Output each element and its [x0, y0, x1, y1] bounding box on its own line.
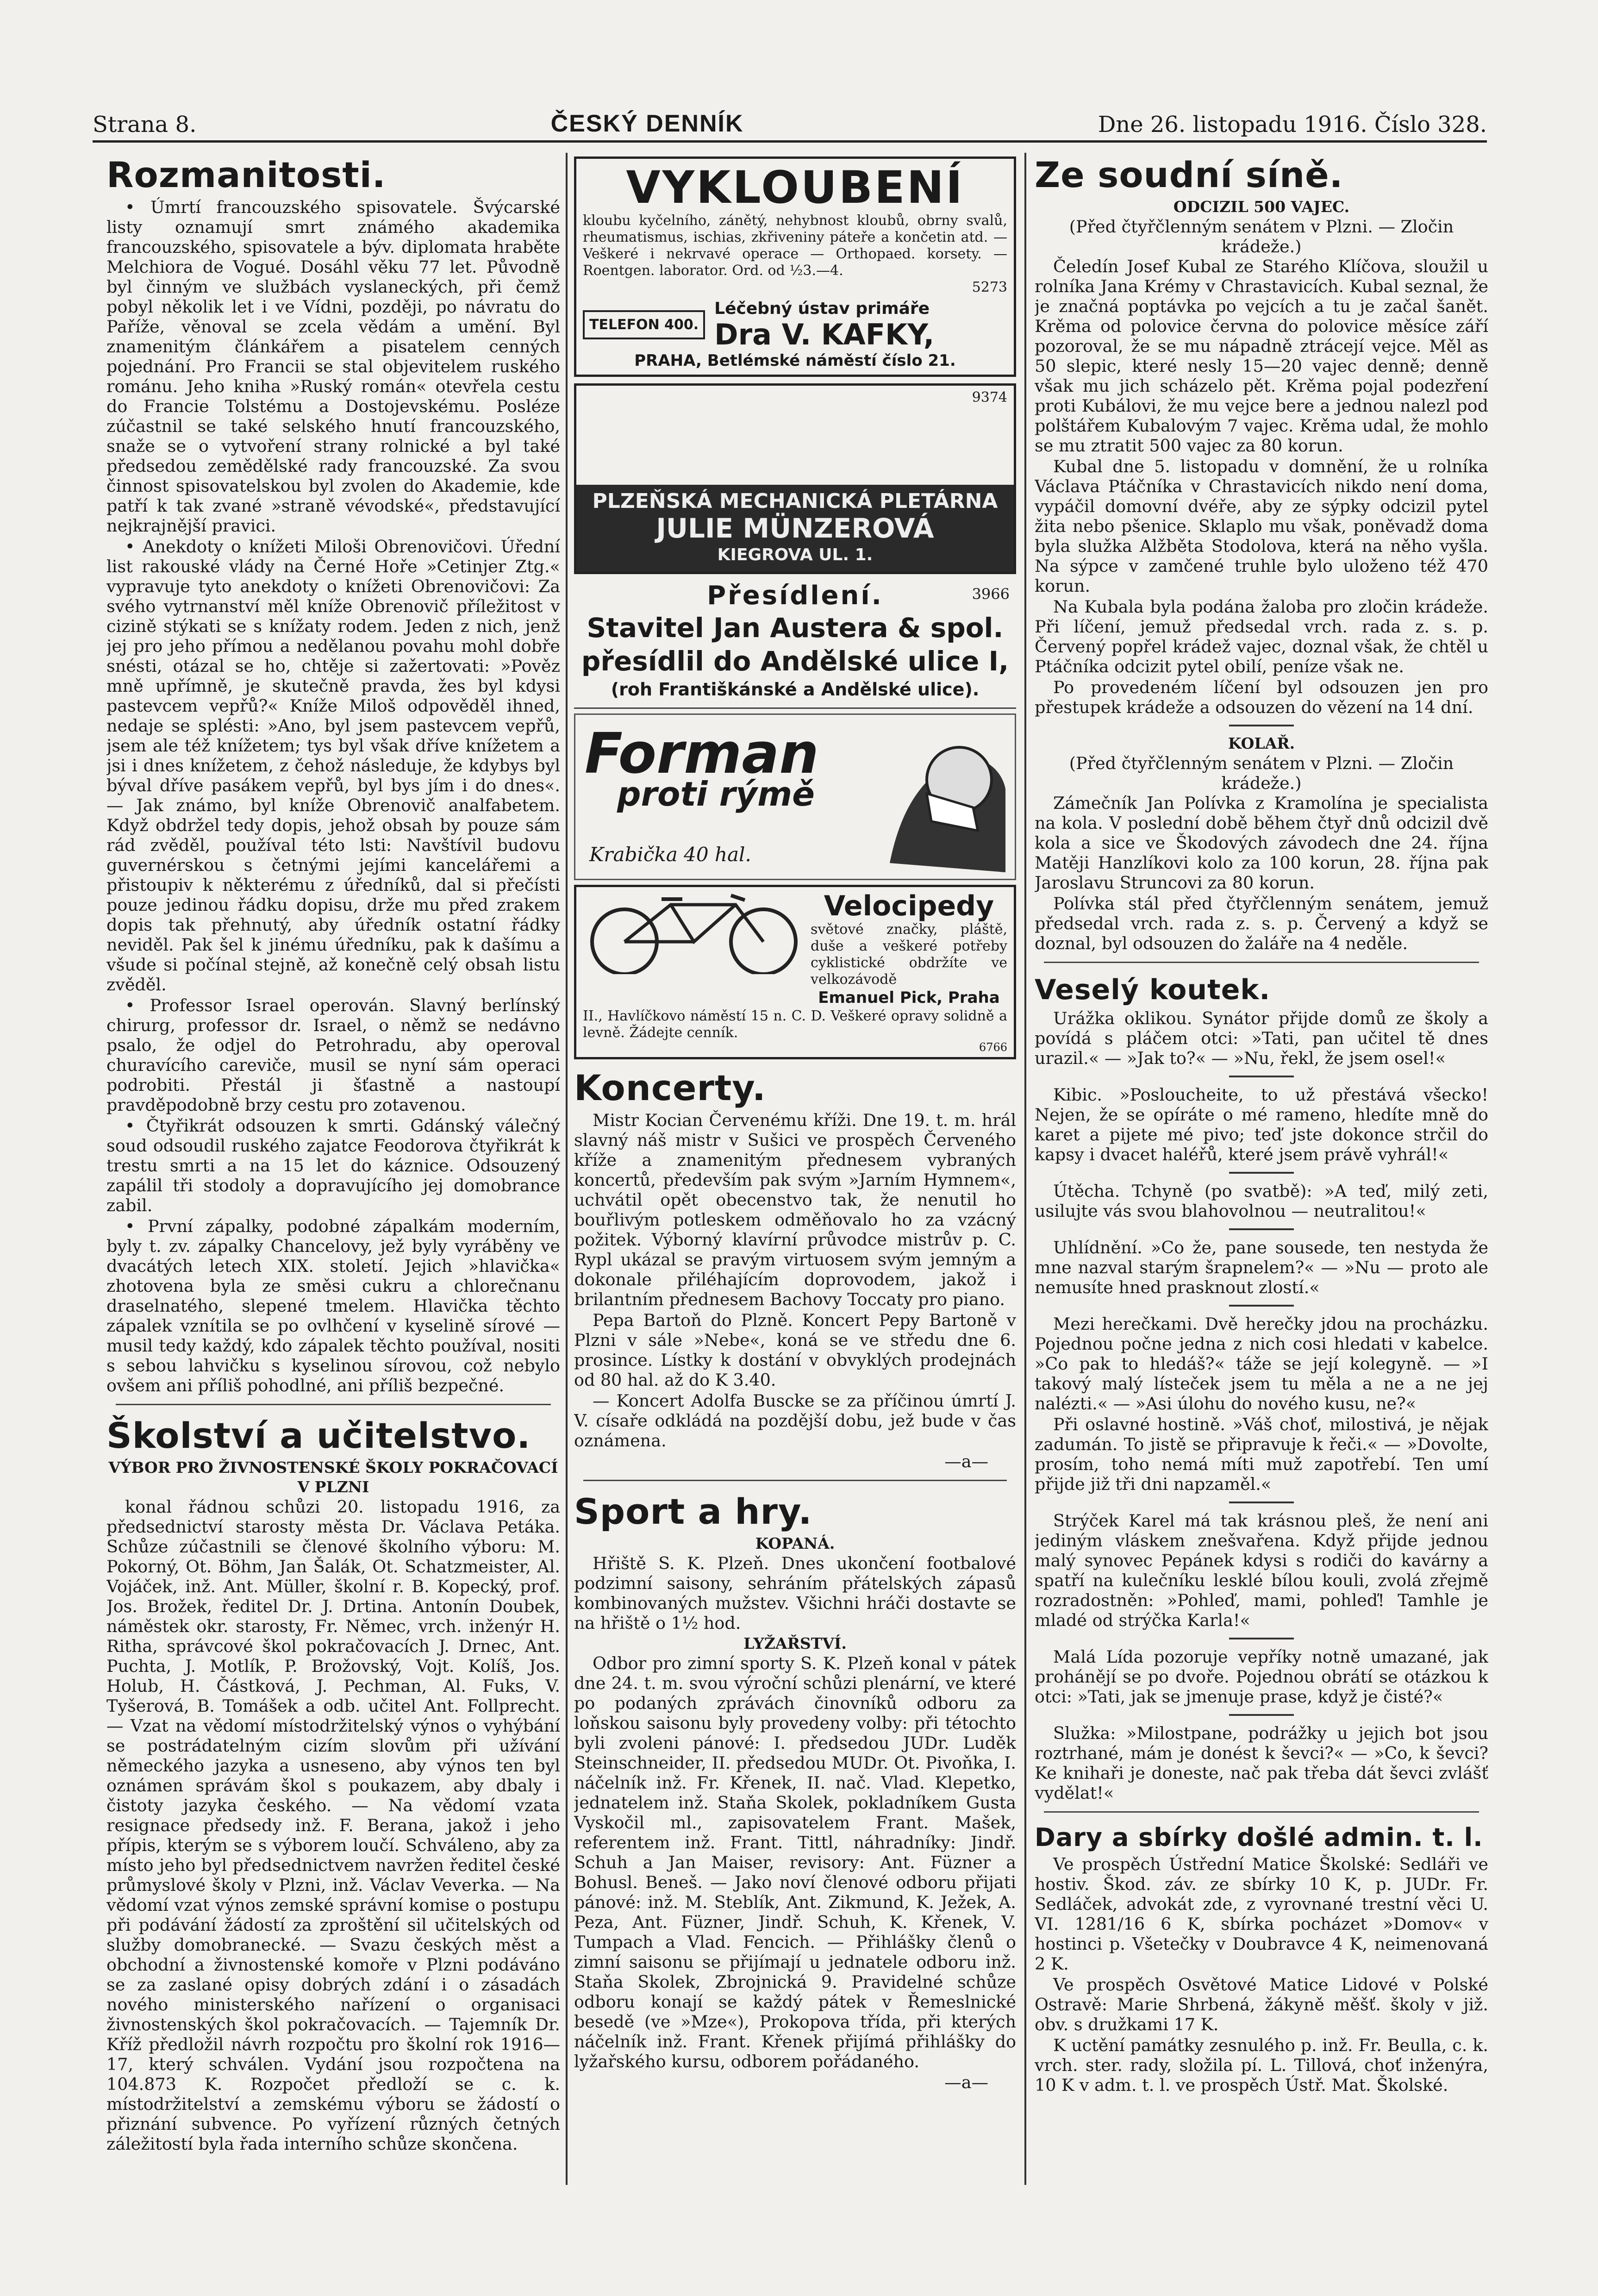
joke-paragraph: Útěcha. Tchyně (po svatbě): »A teď, milý zeti, usilujte vás svou blahovolnou — neutralitou!«	[1035, 1181, 1488, 1221]
advertisement-kafka	[574, 156, 1016, 377]
article-signature: —a—	[944, 1451, 988, 1471]
ad-tagline: proti rýmě	[617, 775, 815, 813]
advertisement-velocipedy	[574, 885, 1016, 1059]
advertisement-presidleni	[574, 581, 1016, 701]
section-divider	[1044, 962, 1479, 963]
article-paragraph: • Anekdoty o knížeti Miloši Obrenovičovi. Úřední list rakouské vlády na Černé Hoře »Cetinjer Ztg.« vypravuje tyto anekdoty o knížeti Obrenovičovi: Za svého vytrnanství měl kníže Obrenovič příležitost v cizině stýkati se s knížaty rodem. Jeden z nich, jenž jej pro jeho přímou a nedělanou povahu mohl dobře snésti, otázal se ho, chtěje si zažertovati: »Pověz mně upřímně, je skutečně pravda, žes byl kdysi pastevcem vepřů?« Kníže Miloš odpověděl ihned, nedaje se splésti: »Ano, byl jsem pastevcem vepřů, jsem ale též knížetem; tys byl však dříve knížetem a jsi i dnes knížetem, z čehož následuje, že kdybys byl býval dříve pasákem vepřů, byl bys jím i do dnes«. — Jak známo, byl kníže Obrenovič analfabetem. Když obdržel tedy dopis, jehož obsah by pouze sám rád zvěděl, používal této lsti: Navštívil budovu guvernérskou s četnými jejími kancelářemi a přistoupiv k některému z úředníků, dal si přečísti pouze jedinou řádku dopisu, drže mu před zrakem dopis tak přehnutý, aby úředník ostatní řádky neviděl. Pak šel k jinému úředníku, pak k dašímu a všude si počínal stejně, až konečně celý obsah listu zvěděl.	[106, 537, 560, 995]
ad-phone: TELEFON 400.	[583, 310, 705, 339]
ad-institute: Léčebný ústav primáře	[714, 299, 930, 318]
joke-paragraph: Kibic. »Posloucheite, to už přestává všecko! Nejen, že se opíráte o mé rameno, hledíte mně do karet a pijete mé pivo; teď jste dokonce strčil do kapsy i dvacet haléřů, které jsem právě vyhrál!«	[1035, 1085, 1488, 1164]
article-paragraph: Po provedeném líčení byl odsouzen jen pro přestupek krádeže a odsouzen do vězení na 14 dní.	[1035, 677, 1488, 717]
article-subheading: LYŽAŘSTVÍ.	[743, 1634, 847, 1652]
section-divider	[1229, 1076, 1294, 1077]
article-subheading: ODCIZIL 500 VAJEC.	[1173, 198, 1350, 216]
column-right	[1035, 153, 1488, 2185]
masthead-title: ČESKÝ DENNÍK	[550, 110, 744, 137]
article-paragraph: Mistr Kocian Červenému kříži. Dne 19. t. m. hrál slavný náš mistr v Sušici ve prospěch Červeného kříže a znamenitým přednesem vybraných koncertů, především pak svým »Jarním Hymnem«, uchvátil opět obecenstvo tak, že nenutil ho bouřlivým potleskem odměňovalo ho za vzácný požitek. Výborný klavírní průvodce mistrův p. C. Rypl ukázal se pravým virtuosem svým jemným a dokonale přiléhajícím doprovodem, jakož i brilantním přednesem Bachovy Toccaty pro piano.	[574, 1110, 1016, 1309]
section-divider	[116, 1404, 551, 1405]
article-paragraph: • Čtyřikrát odsouzen k smrti. Gdánský válečný soud odsoudil ruského zajatce Feodorova čtyřikrát k trestu smrti a na 15 let do káznice. Odsouzený zapálil tři stodoly a dopravujícího jej domobrance zabil.	[106, 1116, 560, 1215]
ad-title: Velocipedy	[824, 890, 994, 922]
issue-date: Dne 26. listopadu 1916. Číslo 328.	[1098, 112, 1487, 138]
ad-banner	[576, 485, 1014, 572]
ad-price: Krabička 40 hal.	[589, 843, 751, 866]
joke-paragraph: Strýček Karel má tak krásnou pleš, že není ani jediným vláskem znešvařena. Když přijde jednou malý synovec Pepánek kdysi s rodiči do kavárny a spatří na kulečníku lesklé bílou kouli, zvolá zřejmě rozradostněn: »Pohleď, mami, pohleď! Tamhle je mladé od strýčka Karla!«	[1035, 1511, 1488, 1630]
ad-doctor: Dra V. KAFKY,	[714, 318, 935, 351]
section-divider	[1229, 1305, 1294, 1307]
joke-paragraph: Malá Lída pozoruje vepříky notně umazané, jak prohánějí se po dvoře. Pojednou obrátí se otázkou k otci: »Tati, jak se jmenuje prase, když je čisté?«	[1035, 1647, 1488, 1707]
advertisement-forman	[574, 713, 1016, 880]
donation-paragraph: K uctění památky zesnulého p. inž. Fr. Beulla, c. k. vrch. ster. rady, složila pí. L. Tillová, choť inženýra, 10 K v adm. t. l. ve prospěch Ústř. Mat. Školské.	[1035, 2035, 1488, 2095]
bicycle-icon	[583, 891, 805, 974]
article-paragraph: Hřiště S. K. Plzeň. Dnes ukončení footbalové podzimní saisony, sehráním přátelských zápasů kombinovaných mužstev. Všichni hráči dostavte se na hřiště o 1½ hod.	[574, 1553, 1016, 1633]
page-number: Strana 8.	[93, 112, 197, 138]
section-heading-sport: Sport a hry.	[574, 1491, 812, 1532]
article-paragraph: — Koncert Adolfa Buscke se za příčinou úmrtí J. V. císaře odkládá na pozdější dobu, jež bude v čas oznámena.	[574, 1391, 1016, 1451]
section-heading-soud: Ze soudní síně.	[1035, 154, 1343, 195]
ad-text: kloubu kyčelního, zánětý, nehybnost kloubů, obrny svalů, rheumatismus, ischias, zkřiveniny páteře a končetin atd. — Veškeré i nekrvavé operace — Orthopaed. korsety. — Roentgen. laborator. Ord. od ½3.—4.	[583, 213, 1007, 279]
article-paragraph: • Úmrtí francouzského spisovatele. Švýcarské listy oznamují smrt známého akademika francouzského, spisovatele a býv. diplomata hraběte Melchiora de Vogué. Dosáhl věku 77 let. Původně byl činným ve službách vyslaneckých, při čemž pobyl několik let i ve Vídni, později, po návratu do Paříže, věnoval se zcela vědám a umění. Byl znamenitým článkářem a pisatelem cenných pojednání. Pro Francii se stal objevitelem ruského románu. Jeho kniha »Ruský román« otevřela cestu do Francie Tolstému a Dostojevskému. Posléze zúčastnil se také selského hnutí francouzského, snaže se o vytvoření strany rolnické a byl také předsedou zemědělské rady francouzské. Za svou činnost spisovatelskou byl zvolen do Akademie, kde patří k tak zvané »straně vévodské«, představující nejkrajnější pravici.	[106, 197, 560, 536]
ad-title: VYKLOUBENÍ	[626, 162, 964, 213]
ad-text: světové značky, pláště, duše a veškeré potřeby cyklistické obdržíte ve velkozávodě	[811, 921, 1007, 988]
section-divider	[1229, 1714, 1294, 1716]
joke-paragraph: Uhlídnění. »Co že, pane sousede, ten nestyda že mne nazval starým šrapnelem?« — »Nu — proto ale nemusíte hned prasknout zlostí.«	[1035, 1238, 1488, 1297]
joke-paragraph: Urážka oklikou. Synátor přijde domů ze školy a povídá s pláčem otci: »Tati, pan učitel tě dnes urazil.« — »Jak to?« — »Nu, řekl, že jsem osel!«	[1035, 1008, 1488, 1068]
joke-paragraph: Služka: »Milostpane, podrážky u jejich bot jsou roztrhané, mám je donést k ševci?« — »Co, k ševci? Ke knihaři je doneste, nač pak třeba dát ševci zvlášť vydělat!«	[1035, 1723, 1488, 1803]
man-with-handkerchief-illustration	[871, 724, 1010, 872]
joke-paragraph: Při oslavné hostině. »Váš choť, milostivá, je nějak zadumán. To jistě se připravuje k řeči.« — »Dovolte, prosím, toho nemá míti muž zapotřebí. Ten umí přijde již tři dni napzaměl.«	[1035, 1414, 1488, 1494]
ad-company: Emanuel Pick, Praha	[818, 988, 1000, 1007]
section-divider	[1229, 1501, 1294, 1503]
ad-line: (roh Františkánské a Andělské ulice).	[611, 679, 980, 700]
article-paragraph: • První zápalky, podobné zápalkám moderním, byly t. zv. zápalky Chancelovy, jež byly vyráběny ve dvacátých letech XIX. století. Jejich »hlavička« zhotovena byla ze směsi cukru a chlorečnanu draselnatého, slepené tmelem. Hlavička těchto zápalek vznítila se po ovlhčení v kyselině sírové — musil tedy každý, kdo zápalek těchto používal, nositi s sebou lahvičku s kyselinou sírovou, což nebylo ovšem ani příliš pohodlné, ani příliš bezpečné.	[106, 1216, 560, 1395]
ad-line: Stavitel Jan Austera & spol.	[587, 612, 1004, 644]
article-paragraph: • Professor Israel operován. Slavný berlínský chirurg, professor dr. Israel, o němž se nedávno psalo, že odjel do Petrohradu, aby operoval churavícího careviče, musil se nyní sám operaci podrobiti. Přestál ji šťastně a nastoupí pravděpodobně brzy cestu pro zotavenou.	[106, 995, 560, 1115]
article-paragraph: Čeledín Josef Kubal ze Starého Klíčova, sloužil u rolníka Jana Krémy v Chrastavicích. Kubal seznal, že je značná poptávka po vejcích a tu je začal šanět. Krěma od polovice června do polovice měsíce září pozoroval, že se mu nápadně ztrácejí vejce. Měl as 50 slepic, které nesly 15—20 vajec denně; denně však mu jich scházelo pět. Krěma pojal podezření proti Kubálovi, že mu vejce bere a jednou nalezl pod polštářem Kubalovým 7 vajec. Krěma udal, že mohlo se mu ztratit 500 vajec za 80 korun.	[1035, 257, 1488, 456]
section-divider	[1229, 1172, 1294, 1174]
article-subheading: KOLAŘ.	[1228, 734, 1295, 752]
column-rule	[1024, 153, 1026, 2185]
article-paragraph: Na Kubala byla podána žaloba pro zločin krádeže. Při líčení, jemuž předsedal vrch. rada z. s. p. Červený popřel krádež vajec, doznal však, že chtěl u Ptáčníka odcizit pytel obilí, peníze však ne.	[1035, 597, 1488, 676]
article-subheading: KOPANÁ.	[755, 1534, 835, 1552]
section-heading-vesely-koutek: Veselý koutek.	[1035, 974, 1271, 1006]
article-subheading-note: (Před čtyřčlenným senátem v Plzni. — Zločin krádeže.)	[1069, 217, 1454, 257]
column-middle	[574, 153, 1016, 2185]
section-divider	[1229, 1228, 1294, 1230]
column-rule	[566, 153, 568, 2185]
ad-address: II., Havlíčkovo náměstí 15 n. C. D. Veškeré opravy solidně a levně. Žádejte cenník.	[583, 1008, 1007, 1041]
ad-brand: Forman	[585, 722, 819, 786]
article-paragraph: Pepa Bartoň do Plzně. Koncert Pepy Bartoně v Plzni v sále »Nebe«, koná se ve středu dne 6. prosince. Lístky k dostání v obvyklých prodejnách od 80 hal. až do K 3.40.	[574, 1310, 1016, 1390]
ad-line: KIEGROVA UL. 1.	[717, 545, 873, 564]
ad-line: JULIE MÜNZEROVÁ	[656, 513, 934, 544]
section-divider	[1044, 1811, 1479, 1813]
ad-title: Přesídlení.	[707, 581, 883, 611]
donation-paragraph: Ve prospěch Ústřední Matice Školské: Sedláři ve hostiv. Škod. záv. ze sbírky 10 K, p. JUDr. Fr. Sedláček, advokát zde, z vyrovnané trestní věci U. VI. 1281/16 6 K, sbírka pocházet »Domov« v hostinci p. Všetečky v Doubravce 4 K, neimenovaná 2 K.	[1035, 1854, 1488, 1974]
section-heading-dary: Dary a sbírky došlé admin. t. l.	[1035, 1823, 1483, 1852]
ad-line: přesídlil do Andělské ulice I,	[581, 645, 1009, 677]
article-signature: —a—	[944, 2072, 988, 2092]
ad-address: PRAHA, Betlémské náměstí číslo 21.	[634, 351, 956, 370]
donation-paragraph: Ve prospěch Osvětové Matice Lidové v Polské Ostravě: Marie Shrbená, žákyně měšť. školy v již. obv. s družkami 17 K.	[1035, 1975, 1488, 2034]
section-divider	[1229, 1638, 1294, 1639]
article-subheading: VÝBOR PRO ŽIVNOSTENSKÉ ŠKOLY POKRAČOVACÍ V PLZNI	[108, 1458, 558, 1496]
article-subheading-note: (Před čtyřčlenným senátem v Plzni. — Zločin krádeže.)	[1069, 753, 1454, 793]
article-paragraph: konal řádnou schůzi 20. listopadu 1916, za předsednictví starosty města Dr. Václava Petáka. Schůze zúčastnili se členové školního výboru: M. Pokorný, Ot. Böhm, Jan Šalák, Ot. Schatzmeister, Al. Vojáček, inž. Ant. Müller, školní r. B. Kopecký, prof. Jos. Brožek, ředitel Dr. J. Drtina. Antonín Doubek, náměstek okr. starosty, Fr. Němec, vrch. inženýr H. Ritha, správcové škol pokračovacích J. Drnec, Ant. Puchta, J. Motlík, P. Brožovský, Vojt. Kolíš, Jos. Holub, H. Částková, J. Pechman, Al. Fuks, V. Tyšerová, B. Tomášek a odb. učitel Ant. Follprecht. — Vzat na vědomí místodržitelský výnos o vyhýbání se postrádatelným cizím slovům při užívání německého jazyka a usneseno, aby výnos ten byl oznámen správám škol s poukazem, aby dbaly i čistoty jazyka českého. — Na vědomí vzata resignace předsedy inž. F. Berana, jakož i jeho přípis, kterým se s výborem loučí. Schváleno, aby za místo jeho byl předsednictvem navržen ředitel české průmyslové školy v Plzni, inž. Václav Veverka. — Na vědomí vzat výnos zemské správní komise o postupu při podávání žádostí za zproštění sil učitelských od služby domobranecké. — Svazu českých měst a obchodní a živnostenské komoře v Plzni podáváno se za zaslané opisy dobrých zdání i o zásadách nového ministerského nařízení o organisaci živnostenských škol pokračovacích. — Tajemník Dr. Kříž předložil návrh rozpočtu pro školní rok 1916—17, který schválen. Vydání jsou rozpočtena na 104.873 K. Rozpočet předloží se c. k. místodržitelství a zemskému výboru se žádostí o přiznání subvence. Po vyřízení různých četných záležitostí byla řada interního schůze skončena.	[106, 1497, 560, 2154]
article-paragraph: Zámečník Jan Polívka z Kramolína je specialista na kola. V poslední době během čtyř dnů odcizil dvě kola a sice ve Škodových závodech dne 24. října Matěji Hanzlíkovi kolo za 100 korun, 28. října pak Jaroslavu Struncovi za 80 korun.	[1035, 793, 1488, 893]
column-left	[106, 153, 560, 2185]
advertisement-pletarna	[574, 383, 1016, 574]
article-paragraph: Odbor pro zimní sporty S. K. Plzeň konal v pátek dne 24. t. m. svou výroční schůzi plenární, ve které po podaných zprávách činovníků odboru za loňskou saisonu byly provedeny volby: při tétochto byli zvoleni pánové: I. předsedou JUDr. Luděk Steinschneider, II. předsedou MUDr. Ot. Pivoňka, I. náčelník inž. Fr. Křenek, II. nač. Vlad. Klepetko, jednatelem inž. Staňa Skolek, pokladníkem Gusta Vyskočil ml., zapisovatelem Frant. Mašek, referentem inž. Frant. Tittl, náhradníky: Jindř. Schuh a Jan Maiser, revisory: Ant. Füzner a Bohusl. Beneš. — Jako noví členové odboru přijati pánové: inž. M. Steblík, Ant. Zikmund, K. Ježek, A. Peza, Ant. Füzner, Jindř. Schuh, K. Křenek, V. Tumpach a Vlad. Fencich. — Přihlášky členů o zimní saisonu se přijímají u jednatele odboru inž. Staňa Skolek, Zbrojnická 9. Pravidelné schůze odboru konají se každý pátek v Řemeslnické besedě (ve »Mze«), Prokopova třída, při kterých náčelník inž. Frant. Křenek přijímá přihlášky do lyžařského kursu, odborem pořádaného.	[574, 1653, 1016, 2071]
page-header	[93, 106, 1487, 143]
article-paragraph: Kubal dne 5. listopadu v domnění, že u rolníka Václava Ptáčníka v Chrastavicích nikdo není doma, vypáčil domovní dvéře, aby ze sýpky odcizil pytel žita nebo pšenice. Sklaplo mu však, poněvadž doma byla služka Alžběta Stodolova, která na něho vyšla. Na sýpce v zamčené truhle bylo uloženo též 470 korun.	[1035, 457, 1488, 596]
ad-number: 5273	[972, 279, 1007, 295]
section-heading-skolstvi: Školství a učitelstvo.	[106, 1415, 531, 1456]
ad-line: PLZEŇSKÁ MECHANICKÁ PLETÁRNA	[592, 489, 998, 513]
section-heading-rozmanitosti: Rozmanitosti.	[106, 154, 386, 195]
section-heading-koncerty: Koncerty.	[574, 1067, 766, 1108]
ad-blank-space	[576, 406, 1014, 485]
section-divider	[583, 1480, 1007, 1481]
joke-paragraph: Mezi herečkami. Dvě herečky jdou na procházku. Pojednou počne jedna z nich cosi hledati v kabelce. »Co pak to hledáš?« táže se její kolegyně. — »I takový malý lísteček jsem tu měla a ne a ne jej nalézti.« — »Asi úlohu do nového kusu, ne?«	[1035, 1314, 1488, 1414]
ad-number: 9374	[972, 389, 1007, 406]
article-paragraph: Polívka stál před čtyřčlenným senátem, jemuž předsedal vrch. rada z. s. p. Červený a když se doznal, byl odsouzen do žaláře na 4 neděle.	[1035, 894, 1488, 953]
section-divider	[574, 707, 1016, 709]
ad-number: 6766	[979, 1041, 1007, 1054]
ad-number: 3966	[972, 585, 1010, 603]
section-divider	[1229, 725, 1294, 726]
